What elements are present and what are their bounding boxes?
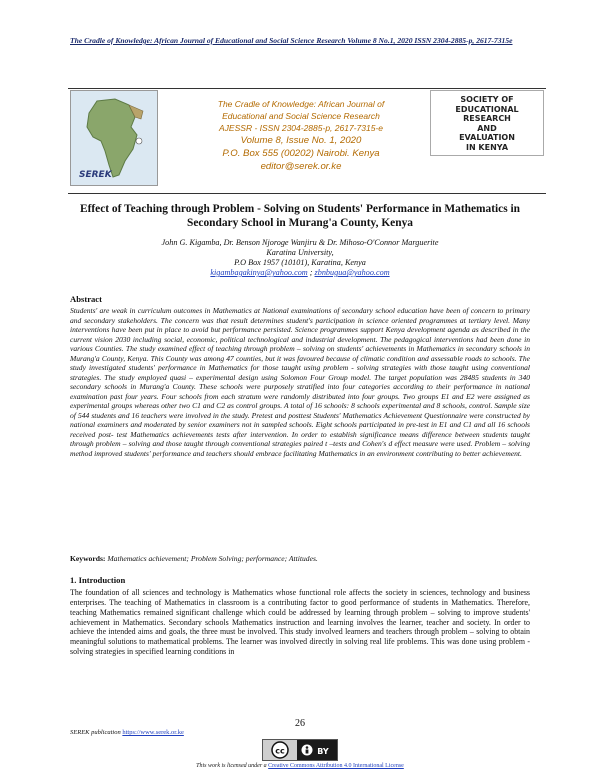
license-prefix: This work is licensed under a bbox=[196, 763, 269, 769]
publisher-label: SEREK publication bbox=[70, 729, 123, 736]
author-emails bbox=[100, 268, 500, 278]
journal-info bbox=[190, 98, 412, 173]
journal-address: P.O. Box 555 (00202) Nairobi. Kenya bbox=[222, 148, 380, 159]
by-icon-label: BY bbox=[317, 747, 329, 756]
society-name bbox=[430, 90, 544, 156]
introduction-body: The foundation of all sciences and technology is Mathematics whose functional role affects the society in sciences, technology and business enterprises. The teaching of Mathematics in classroom is a contributing factor to good performance of students in Mathematics. Therefore, teaching Mathematics remained significant challenge which could be addressed by learning through problem – solving to improve students' achievement in Mathematics. Secondary schools Mathematics instruction and learning involves the learner, teacher and society. In order to achieve the intended aims and goals, the three must be involved. This study involved learners and teachers through problem – solving to obtain meaningful solutions to mathematical problems. The learner was involved directly in solving real life problems. This was done using problem - solving strategies in specified learning conditions in bbox=[70, 588, 530, 657]
journal-name-line1: The Cradle of Knowledge: African Journal of bbox=[217, 99, 385, 109]
abstract-body: Students' are weak in curriculum outcomes in Mathematics at National examinations of secondary school education have been of concern to primary and secondary stakeholders. The concern was that result determines student's participation in science oriented programmes at tertiary level. Many interventions have been put in place to avoid but performance persisted. Science programmes support Kenya development agenda as described in the current vision 2030 including social, economic, political technological and industrial development. The pedagogical interventions had been done in various Counties. The study examined effect of teaching through problem – solving on students' achievements in Mathematics in secondary schools in Murang'a County, Kenya. This County was among 47 counties, but it was favoured because of climatic condition and assessable roads to schools. The study investigated students' performance in Mathematics for those taught using problem - solving strategies with those taught using conventional strategies. The study employed quasi – experimental design using Solomon Four Group model. The target population was 28485 students in 340 secondary schools in Murang'a County. These schools were purposely stratified into four categories according to their performance in national examination past four years. Four schools from each stratum were randomly distributed into four groups. Two groups E1 and E2 were assigned as experimental groups whereas other two C1 and C2 as control groups. A total of 16 schools: 8 schools experimental and 8 schools, control. Sample size of 544 students and 16 teachers were involved in the study. Pretest and posttest Students' Mathematics Achievement Questionnaire were constructed by national examiners and moderated by senior examiners not in sampled schools. Eight schools participated in pre-test in E1 and C1 and all 16 schools received post- test Mathematics achievements tests after intervention. In order to establish significance means difference between students taught through problem – solving and those taught through conventional strategies paired t –tests and Cohen's d effect measure were used. Problem – solving method improved students' performance and teachers should embrace facilitating Mathematics in an environment contributing to better achievement. bbox=[70, 306, 530, 458]
email-separator: ; bbox=[307, 268, 315, 277]
introduction-heading: 1. Introduction bbox=[70, 575, 126, 585]
email-link-2[interactable]: zbnbugua@yahoo.com bbox=[314, 268, 390, 277]
serek-logo bbox=[70, 90, 158, 186]
author-names: John G. Kigamba, Dr. Benson Njoroge Wanjiru & Dr. Mihoso-O'Connor Marguerite bbox=[161, 238, 439, 247]
logo-label: SEREK bbox=[79, 170, 112, 180]
keywords-list: Mathematics achievement; Problem Solving; performance; Attitudes. bbox=[105, 554, 318, 563]
author-block bbox=[100, 238, 500, 278]
author-affiliation: Karatina University, bbox=[266, 248, 334, 257]
cc-by-badge[interactable] bbox=[262, 739, 338, 761]
cc-icon-label: cc bbox=[275, 746, 285, 756]
society-line: AND bbox=[477, 123, 497, 133]
journal-name-line2: Educational and Social Science Research bbox=[222, 111, 380, 121]
society-line: RESEARCH bbox=[463, 114, 511, 124]
society-line: EDUCATIONAL bbox=[455, 104, 519, 114]
license-link[interactable]: Creative Commons Attribution 4.0 International License bbox=[268, 763, 404, 769]
society-line: EVALUATION bbox=[459, 133, 515, 143]
society-line: IN KENYA bbox=[465, 142, 509, 152]
abstract-heading: Abstract bbox=[70, 294, 102, 304]
email-link-1[interactable]: kigambagakinya@yahoo.com bbox=[210, 268, 308, 277]
author-address: P.O Box 1957 (10101), Karatina, Kenya bbox=[234, 258, 366, 267]
journal-volume: Volume 8, Issue No. 1, 2020 bbox=[240, 135, 362, 146]
license-line bbox=[0, 763, 600, 769]
society-line: SOCIETY OF bbox=[460, 95, 514, 104]
title-line1: Effect of Teaching through Problem - Solving on Students' Performance in Mathematics in bbox=[79, 203, 520, 215]
keywords-label: Keywords: bbox=[70, 554, 106, 563]
journal-email: editor@serek.or.ke bbox=[260, 161, 342, 172]
article-title bbox=[60, 202, 540, 230]
publisher-line bbox=[70, 729, 184, 736]
journal-issn: AJESSR - ISSN 2304-2885-p, 2617-7315-e bbox=[219, 123, 383, 133]
publisher-link[interactable]: https://www.serek.or.ke bbox=[122, 729, 184, 736]
running-head: The Cradle of Knowledge: African Journal of Educational and Social Science Research Volume 8 No.1, 2020 ISSN 2304-2885-p, 2617-7315e bbox=[70, 36, 513, 45]
keywords bbox=[70, 554, 530, 563]
title-line2: Secondary School in Murang'a County, Kenya bbox=[187, 217, 413, 229]
page-number: 26 bbox=[295, 718, 305, 729]
